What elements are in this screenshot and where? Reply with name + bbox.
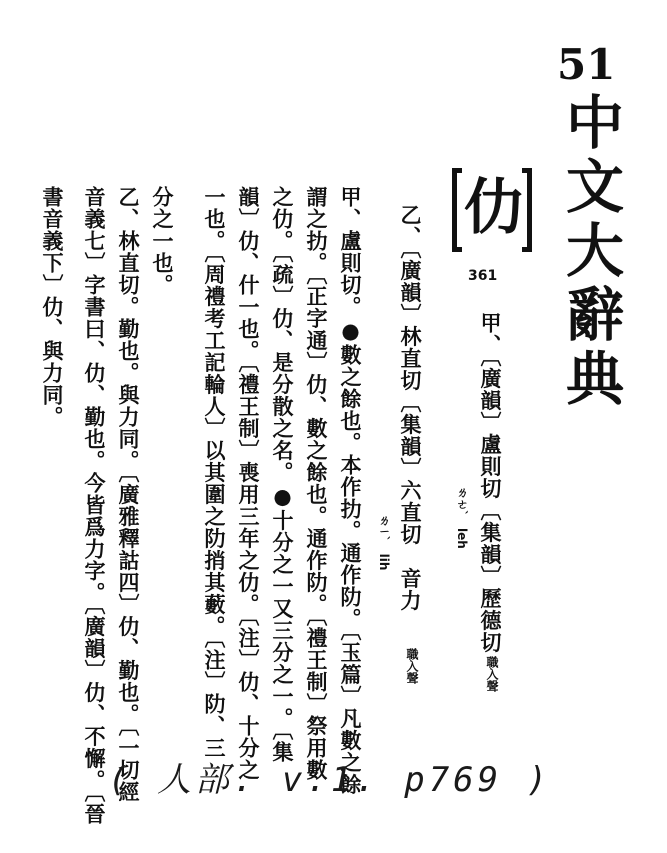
definition-column: 書音義下〕仂、與力同。 [40,186,65,428]
right-bracket [522,168,532,252]
left-bracket [452,168,462,252]
definition-column: 分之一也。 [150,186,175,296]
definition-column: 甲、盧則切。●數之餘也。本作扐。通作阞。〔玉篇〕凡數之餘 [338,186,363,796]
book-title: 中文大辭典 [556,92,624,412]
definition-column: 之仂。〔疏〕仂、是分散之名。●十分之一又三分之一。〔集 [270,186,295,763]
pronunciation-a-romanization: ㄌㄜˋ leh [455,486,469,549]
headword: 仂 [464,173,524,243]
pronunciation-b-romanization: ㄌㄧˋ lih [377,514,391,571]
definition-column: 一也。〔周禮考工記輪人〕以其圍之阞捎其藪。〔注〕阞、三 [202,186,227,759]
page-number: 51 [557,40,616,89]
pronunciation-b-tone: 職入聲 [405,648,419,684]
handwritten-annotation: ( 人部. v.1. p769 ) [108,760,552,800]
pronunciation-a-tone: 職入聲 [485,656,499,692]
pronunciation-a-rhymes: 甲、〔廣韻〕盧則切〔集韻〕歷德切 [478,312,503,654]
definition-column: 韻〕仂、什一也。〔禮王制〕喪用三年之仂。〔注〕仂、十分之 [236,186,261,781]
definition-column: 音義七〕字書曰、仂、勤也。今皆爲力字。〔廣韻〕仂、不懈。〔晉 [82,186,107,825]
definition-column: 謂之扐。〔正字通〕仂、數之餘也。通作阞。〔禮王制〕祭用數 [304,186,329,781]
entry-number: 361 [468,268,498,284]
definition-column: 乙、林直切。勤也。與力同。〔廣雅釋詁四〕仂、勤也。〔一切經 [116,186,141,803]
headword-bracket [452,168,532,252]
pronunciation-b-rhymes: 乙、〔廣韻〕林直切〔集韻〕六直切 音力 [398,204,423,612]
